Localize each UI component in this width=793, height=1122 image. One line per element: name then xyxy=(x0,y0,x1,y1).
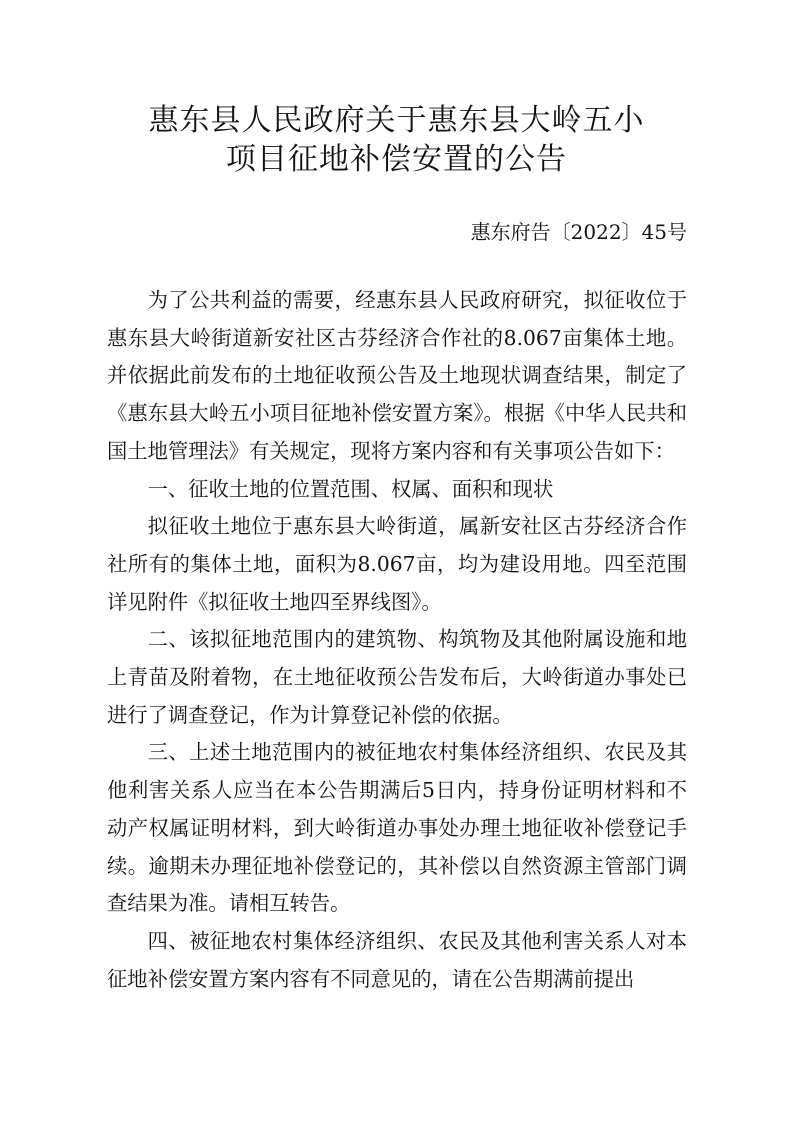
title-line-1: 惠东县人民政府关于惠东县大岭五小 xyxy=(148,103,645,138)
title-line-2: 项目征地补偿安置的公告 xyxy=(226,142,567,177)
paragraph-section-2: 二、该拟征地范围内的建筑物、构筑物及其他附属设施和地上青苗及附着物，在土地征收预公告发布后，大岭街道办事处已进行了调查登记，作为计算登记补偿的依据。 xyxy=(107,627,687,727)
body-text xyxy=(107,282,687,998)
paragraph-section-1: 拟征收土地位于惠东县大岭街道，属新安社区古芬经济合作社所有的集体土地，面积为8.067亩，均为建设用地。四至范围详见附件《拟征收土地四至界线图》。 xyxy=(107,514,687,614)
paragraph-section-3: 三、上述土地范围内的被征地农村集体经济组织、农民及其他利害关系人应当在本公告期满后5日内，持身份证明材料和不动产权属证明材料，到大岭街道办事处办理土地征收补偿登记手续。逾期未办理征地补偿登记的，其补偿以自然资源主管部门调查结果为准。请相互转告。 xyxy=(107,740,687,916)
document-number: 惠东府告〔2022〕45号 xyxy=(470,220,687,244)
paragraph-section-4: 四、被征地农村集体经济组织、农民及其他利害关系人对本征地补偿安置方案内容有不同意见的，请在公告期满前提出 xyxy=(107,928,687,991)
paragraph-intro: 为了公共利益的需要，经惠东县人民政府研究，拟征收位于惠东县大岭街道新安社区古芬经济合作社的8.067亩集体土地。并依据此前发布的土地征收预公告及土地现状调查结果，制定了《惠东县大岭五小项目征地补偿安置方案》。根据《中华人民共和国土地管理法》有关规定，现将方案内容和有关事项公告如下： xyxy=(107,288,687,463)
paragraph-section-1-heading: 一、征收土地的位置范围、权属、面积和现状 xyxy=(147,476,554,501)
